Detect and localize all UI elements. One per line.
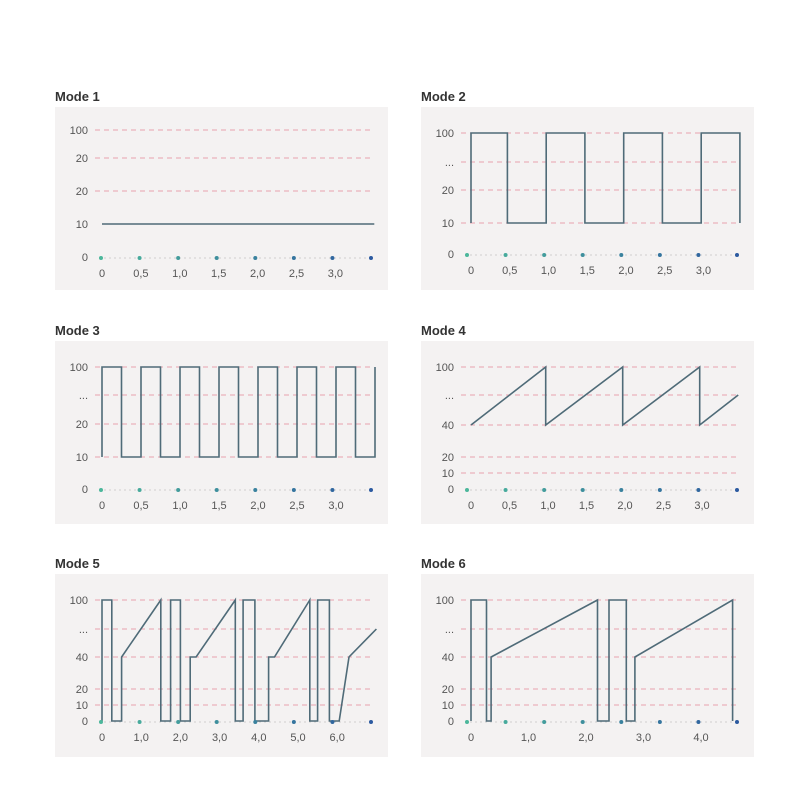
x-tick-label: 1,5 [211,500,227,512]
baseline-dot [215,256,219,260]
x-tick-label: 5,0 [290,732,306,744]
series-line [102,600,376,721]
chart-title: Mode 2 [421,89,466,104]
y-tick-label: 100 [69,125,88,137]
baseline-dot [138,720,142,724]
x-tick-label: 0,5 [501,500,518,512]
baseline-dot [465,253,469,257]
y-tick-label: 10 [75,700,88,712]
baseline-dot [176,720,180,724]
y-tick-label: 20 [75,186,88,198]
baseline-dot [176,256,180,260]
baseline-dot [215,488,219,492]
x-tick-label: 1,0 [172,268,188,280]
y-tick-label: 10 [441,218,454,230]
y-tick-label: ... [444,157,454,169]
baseline-dot [369,256,373,260]
x-tick-label: 2,5 [289,500,305,512]
y-tick-label: 0 [447,249,454,261]
x-tick-label: 0 [467,265,475,277]
y-tick-label: 10 [75,219,88,231]
x-tick-label: 3,0 [635,732,652,744]
baseline-dot [176,488,180,492]
baseline-dot [253,256,257,260]
x-tick-label: 2,0 [578,732,594,744]
chart-title: Mode 5 [55,556,100,571]
y-tick-label: 100 [435,362,454,374]
chart-svg [55,341,388,524]
series-line [471,600,733,721]
chart-title: Mode 3 [55,323,100,338]
baseline-dot [253,720,257,724]
x-tick-label: 1,0 [172,500,188,512]
y-tick-label: 100 [435,595,454,607]
x-tick-label: 0,5 [133,500,149,512]
y-tick-label: 0 [81,484,88,496]
x-tick-label: 2,0 [249,268,266,280]
x-tick-label: 1,5 [579,265,595,277]
y-tick-label: 0 [447,716,454,728]
x-tick-label: 3,0 [695,265,712,277]
baseline-dot [330,256,334,260]
baseline-dot [138,488,142,492]
y-tick-label: 0 [81,716,88,728]
baseline-dot [619,488,623,492]
x-tick-label: 3,0 [211,732,228,744]
y-tick-label: 20 [441,452,454,464]
y-tick-label: 40 [441,420,454,432]
chart-title: Mode 4 [421,323,466,338]
y-tick-label: 0 [81,252,88,264]
plot-area [55,107,388,290]
y-tick-label: 20 [75,153,88,165]
series-line [471,367,738,425]
x-tick-label: 2,5 [288,268,305,280]
x-tick-label: 1,0 [540,265,557,277]
x-tick-label: 0 [98,268,106,280]
baseline-dot [99,720,103,724]
baseline-dot [215,720,219,724]
baseline-dot [735,253,739,257]
baseline-dot [581,720,585,724]
x-tick-label: 2,0 [618,265,634,277]
y-tick-label: 0 [447,484,454,496]
y-tick-label: ... [444,390,454,402]
y-tick-label: 10 [441,700,454,712]
y-tick-label: 40 [75,652,88,664]
x-tick-label: 1,0 [540,500,556,512]
plot-area [421,341,754,524]
baseline-dot [619,720,623,724]
baseline-dot [330,720,334,724]
baseline-dot [99,256,103,260]
plot-area [55,574,388,757]
baseline-dot [292,720,296,724]
baseline-dot [504,253,508,257]
x-tick-label: 1,0 [133,732,149,744]
baseline-dot [369,488,373,492]
x-tick-label: 1,0 [520,732,537,744]
baseline-dot [696,488,700,492]
y-tick-label: 20 [75,419,88,431]
series-line [471,133,740,223]
baseline-dot [465,488,469,492]
chart-svg [55,107,388,290]
x-tick-label: 1,5 [211,268,227,280]
baseline-dot [138,256,142,260]
x-tick-label: 2,0 [617,500,633,512]
x-tick-label: 0 [98,732,106,744]
baseline-dot [658,488,662,492]
baseline-dot [99,488,103,492]
x-tick-label: 2,0 [250,500,266,512]
x-tick-label: 0 [467,732,475,744]
baseline-dot [542,253,546,257]
x-tick-label: 2,0 [172,732,189,744]
chart-svg [421,341,754,524]
x-tick-label: 4,0 [251,732,267,744]
baseline-dot [465,720,469,724]
baseline-dot [658,720,662,724]
plot-area [421,574,754,757]
baseline-dot [542,720,546,724]
x-tick-label: 3,0 [694,500,710,512]
y-tick-label: 20 [75,684,88,696]
baseline-dot [658,253,662,257]
baseline-dot [581,253,585,257]
baseline-dot [369,720,373,724]
baseline-dot [696,720,700,724]
baseline-dot [292,488,296,492]
baseline-dot [253,488,257,492]
x-tick-label: 2,5 [657,265,673,277]
y-tick-label: 100 [435,128,454,140]
plot-area [55,341,388,524]
series-line [102,367,375,457]
y-tick-label: ... [78,390,88,402]
chart-title: Mode 1 [55,89,100,104]
chart-svg [421,574,754,757]
baseline-dot [619,253,623,257]
baseline-dot [581,488,585,492]
baseline-dot [696,253,700,257]
y-tick-label: 40 [441,652,454,664]
baseline-dot [542,488,546,492]
y-tick-label: 100 [69,595,88,607]
x-tick-label: 4,0 [693,732,709,744]
baseline-dot [735,720,739,724]
x-tick-label: 2,5 [655,500,672,512]
chart-svg [55,574,388,757]
y-tick-label: ... [78,624,88,636]
x-tick-label: 0 [98,500,106,512]
baseline-dot [504,720,508,724]
x-tick-label: 0 [467,500,475,512]
baseline-dot [504,488,508,492]
baseline-dot [330,488,334,492]
y-tick-label: 10 [441,468,454,480]
chart-title: Mode 6 [421,556,466,571]
x-tick-label: 1,5 [578,500,595,512]
x-tick-label: 3,0 [327,268,344,280]
plot-area [421,107,754,290]
y-tick-label: 10 [75,452,88,464]
y-tick-label: ... [444,624,454,636]
y-tick-label: 20 [441,185,454,197]
y-tick-label: 100 [69,362,88,374]
baseline-dot [292,256,296,260]
chart-svg [421,107,754,290]
x-tick-label: 0,5 [502,265,518,277]
baseline-dot [735,488,739,492]
y-tick-label: 20 [441,684,454,696]
x-tick-label: 0,5 [133,268,149,280]
x-tick-label: 6,0 [329,732,345,744]
x-tick-label: 3,0 [328,500,344,512]
